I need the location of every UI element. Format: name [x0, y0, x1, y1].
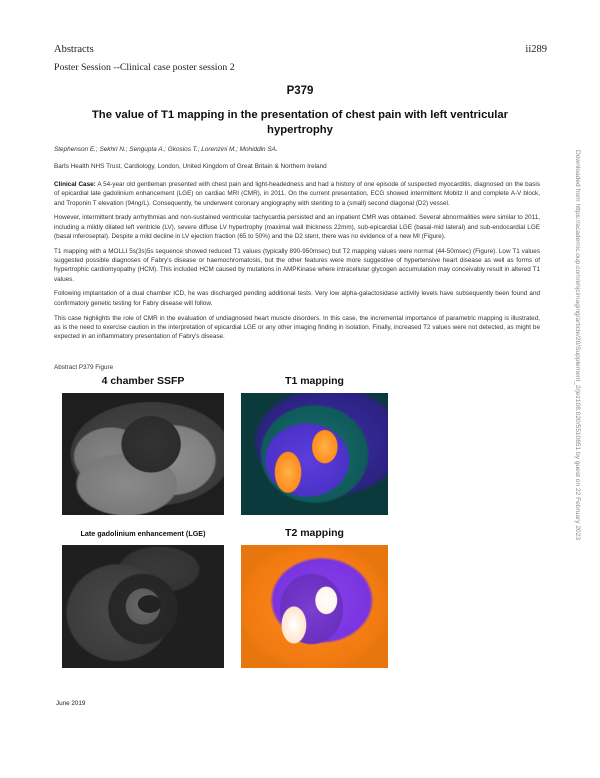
paragraph-clinical-case — [54, 180, 540, 208]
mri-image-4-chamber-ssfp — [62, 393, 224, 515]
paragraph: This case highlights the role of CMR in the evaluation of undiagnosed heart muscle disorders. In this case, the incremental importance of parametric mapping is illustrated, as is the need to exercise caution in the interpretation of epicardial LGE or any other imaging finding in isolation. Finally, increased T2 values were not detected, as might be expected in an inflammatory presentation of Fabry's disease. — [54, 314, 540, 341]
figure-caption: Abstract P379 Figure — [54, 364, 114, 371]
affiliation: Barts Health NHS Trust, Cardiology, London, United Kingdom of Great Britain & Northern Ireland — [54, 163, 327, 170]
download-watermark — [571, 150, 581, 700]
footer-date: June 2019 — [56, 700, 86, 707]
mri-image-t1-mapping — [241, 393, 388, 515]
panel-title-ssfp: 4 chamber SSFP — [101, 375, 185, 387]
paragraph: T1 mapping with a MOLLI 5s(3s)5s sequence showed reduced T1 values (typically 890-950msec) but T2 mapping values were normal (44-50msec) (Figure). Low T1 values suggested possible diagnoses of Fabry's disease or haemochromatosis, but the other features were more suggestive of hypertensive heart disease as well as forms of hypertrophic cardiomyopathy (HCM). This included HCM caused by mutations in AMPKinase where intracellular glycogen accumulation may conceivably result in altered T1 values. — [54, 247, 540, 283]
mri-image-t2-mapping — [241, 545, 388, 668]
page-number: ii289 — [525, 44, 547, 55]
panel-title-t1: T1 mapping — [285, 375, 344, 387]
download-watermark-text: Downloaded from https://academic.oup.com/ehjcimaging/article/20/Supplement_2/jez108.020/5510851 by guest on 22 February 2023 — [574, 150, 581, 541]
paragraph: However, intermittent brady arrhythmias and non-sustained ventricular tachycardia persisted and an inpatient CMR was obtained. Several abnormalities were similar to 2011, including a mildly dilated left ventricle (LV), severe diffuse LV hypertrophy (maximal wall thickness 22mm), sub-epicardial LGE (basal-mid lateral) and sub-endocardial LGE (basal inferoseptal). Despite a mild decline in LV ejection fraction (65 to 50%) and the D2 stent, there was no evidence of a new MI (Figure). — [54, 214, 540, 240]
panel-title-lge: Late gadolinium enhancement (LGE) — [80, 529, 206, 538]
session-header: Poster Session --Clinical case poster session 2 — [54, 62, 235, 73]
abstract-body — [54, 180, 540, 347]
journal-section-header: Abstracts — [54, 44, 94, 55]
abstract-id: P379 — [286, 85, 314, 97]
section-label: Clinical Case: — [54, 181, 96, 188]
paragraph-text: A 54-year old gentleman presented with chest pain and light-headedness and had a history of one episode of suspected myocarditis, diagnosed on the basis of epicardial late gadolinium enhancement (LGE) on cardiac MRI (CMR), in 2011. On the current presentation, ECG showed intermittent Mobitz II and complete A-V block, and Troponin T elevation (94ng/L). Consequently, he underwent coronary angiography with stenting to a (small) second diagonal (D2) vessel. — [54, 181, 540, 207]
mri-image-lge — [62, 545, 224, 668]
abstract-title: The value of T1 mapping in the presentation of chest pain with left ventricular hypertrophy — [91, 109, 509, 136]
paragraph: Following implantation of a dual chamber ICD, he was discharged pending additional tests. Very low alpha-galactosidase activity levels have subsequently been found and confirmatory genetic testing for Fabry disease will follow. — [54, 290, 540, 307]
author-list: Stephenson E.; Sekhri N.; Sengupta A.; Gkosios T.; Lorenzini M.; Mohiddin SA. — [54, 146, 278, 153]
panel-title-t2: T2 mapping — [285, 527, 344, 539]
